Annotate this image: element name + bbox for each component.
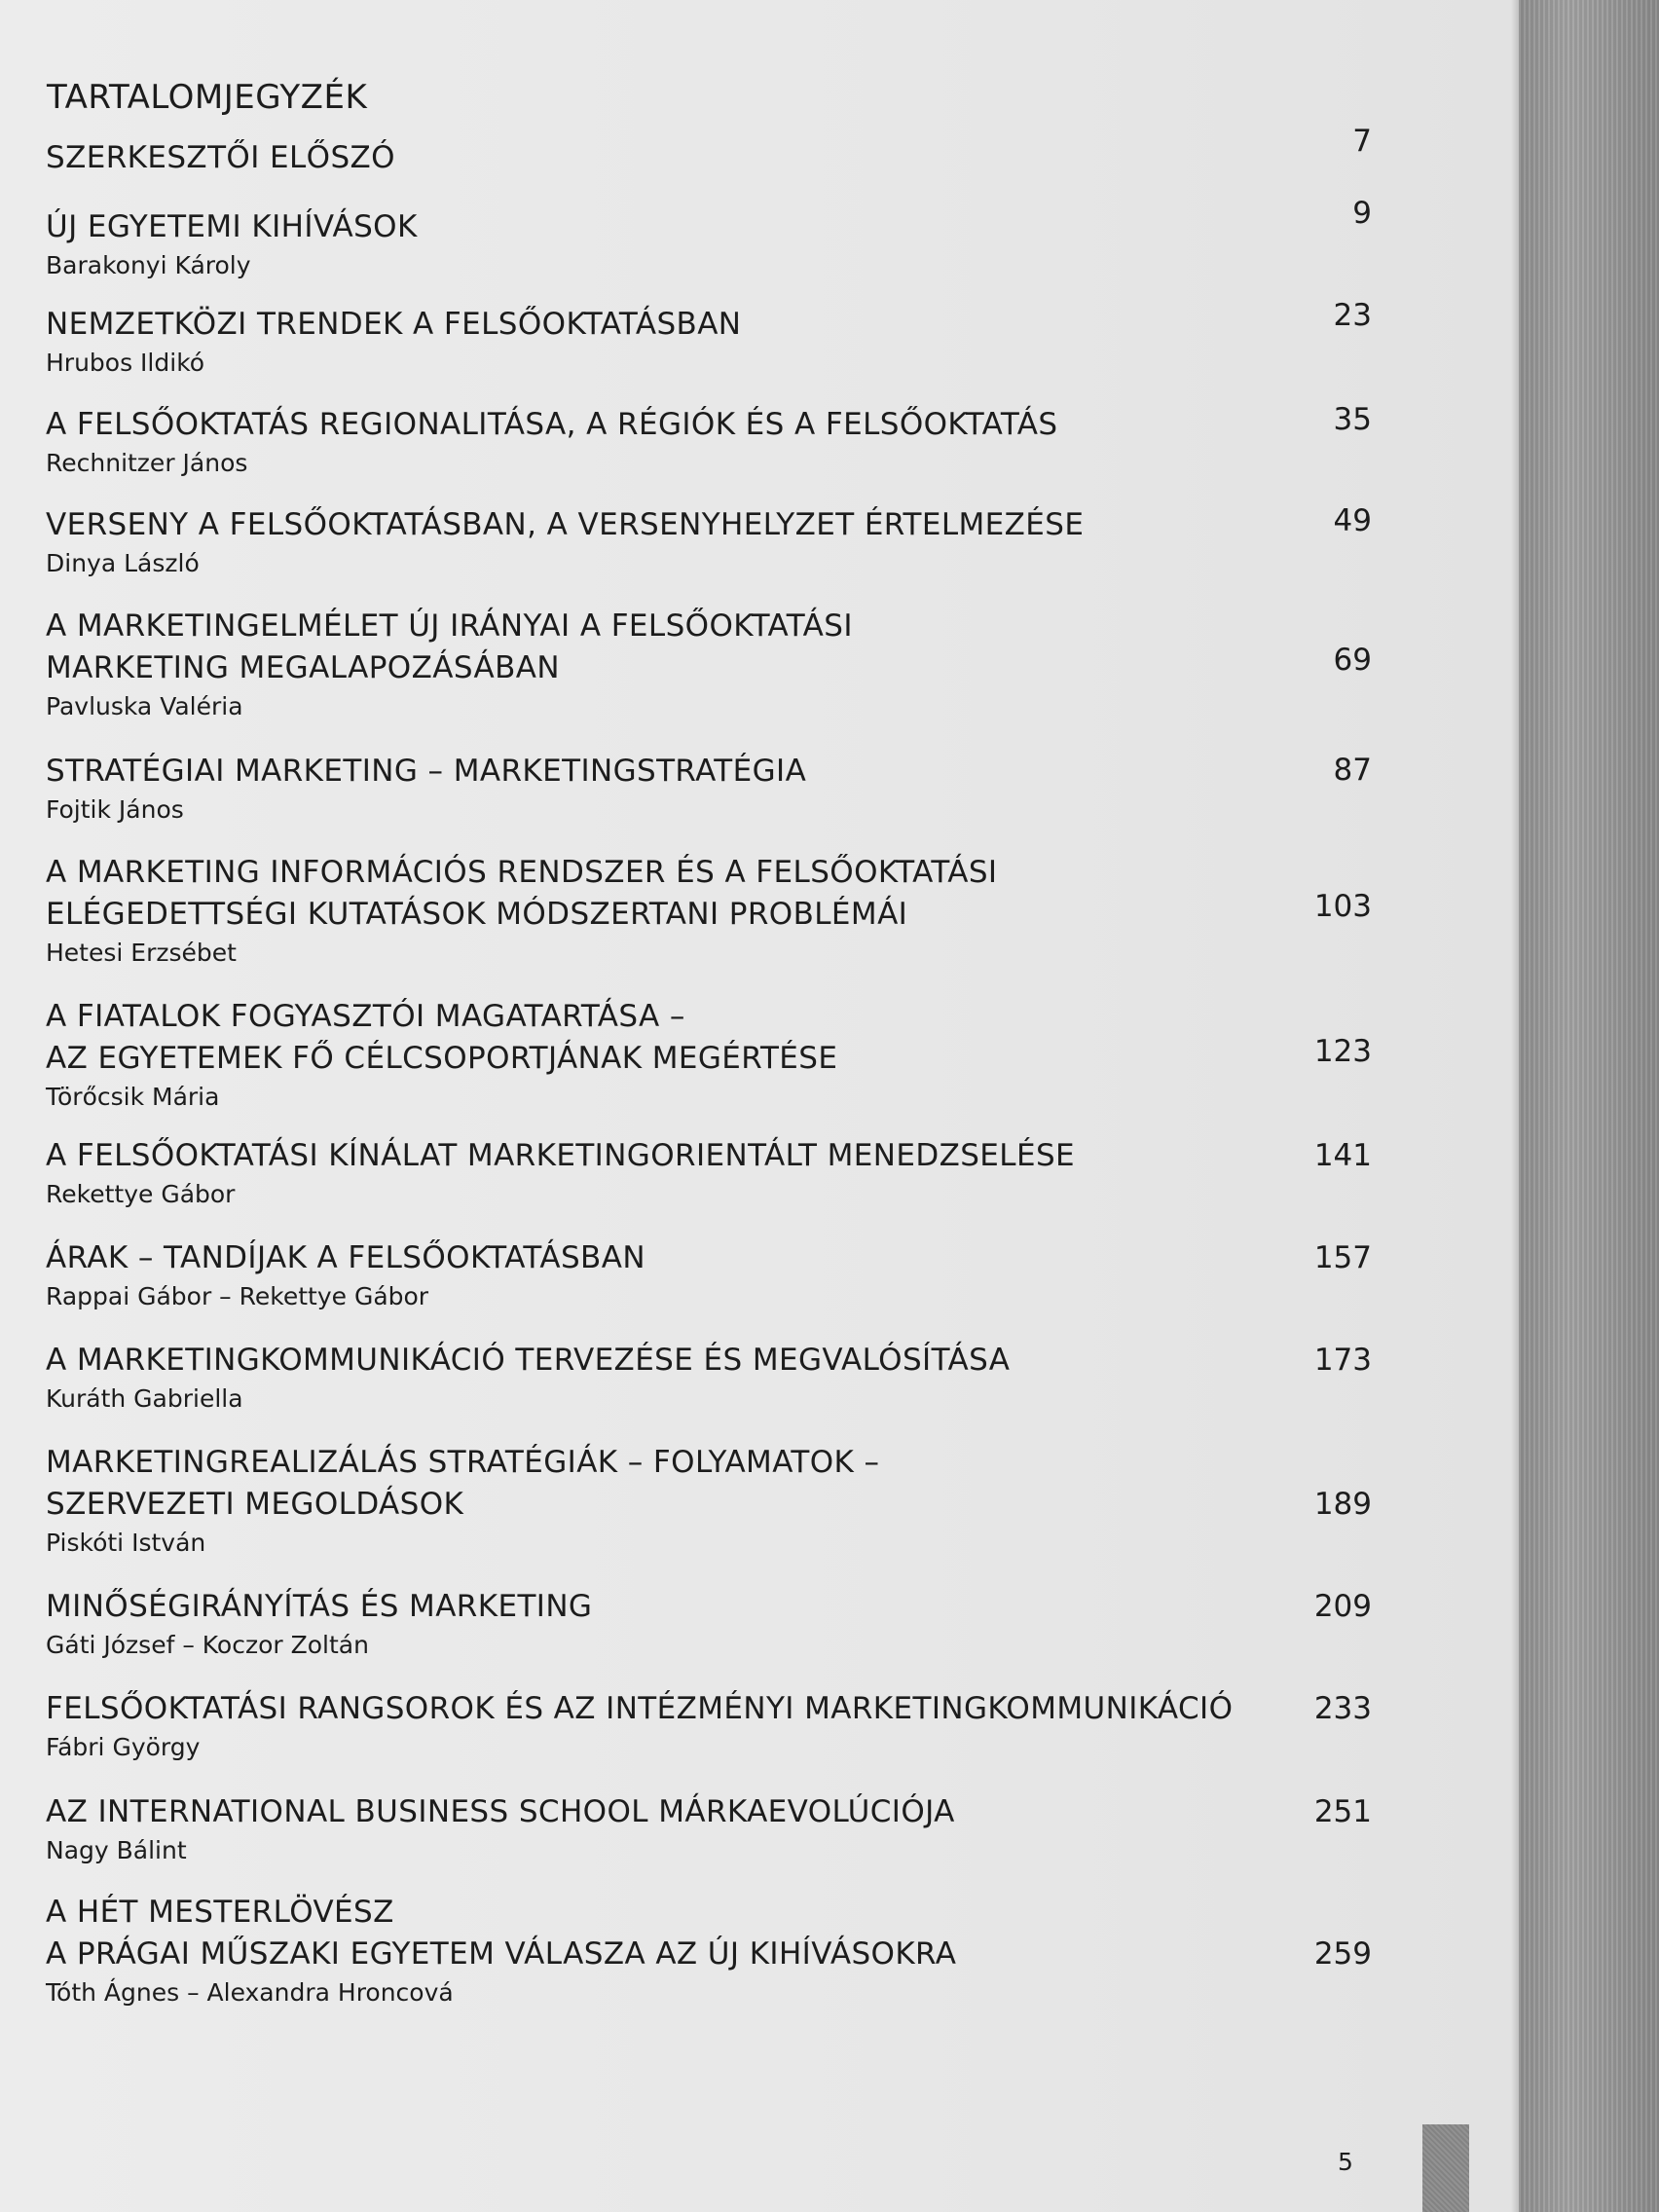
- page-number: 35: [1333, 402, 1372, 437]
- toc-entry: [46, 504, 1372, 579]
- toc-entry: [46, 404, 1372, 479]
- page-number: 259: [1313, 1936, 1372, 1972]
- page-number: 7: [1352, 124, 1372, 159]
- entry-title-line-1: MARKETINGREALIZÁLÁS STRATÉGIÁK – FOLYAMATOK –: [46, 1445, 880, 1480]
- page-folio-number: 5: [1338, 2148, 1353, 2176]
- entry-author: Rechnitzer János: [46, 449, 248, 477]
- toc-entry: [46, 1688, 1372, 1763]
- toc-entry: [46, 1237, 1372, 1312]
- toc-entry: [46, 1791, 1372, 1866]
- entry-title-line-2: AZ EGYETEMEK FŐ CÉLCSOPORTJÁNAK MEGÉRTÉSE: [46, 1041, 838, 1076]
- book-spine: [1519, 0, 1659, 2212]
- entry-author: Kuráth Gabriella: [46, 1384, 243, 1413]
- toc-entry-preface: [46, 124, 1372, 179]
- page-number: 157: [1313, 1240, 1372, 1275]
- page-number: 123: [1313, 1034, 1372, 1069]
- toc-title: TARTALOMJEGYZÉK: [47, 78, 368, 117]
- toc-entry: [46, 196, 1372, 281]
- entry-title: VERSENY A FELSŐOKTATÁSBAN, A VERSENYHELYZET ÉRTELMEZÉSE: [46, 507, 1085, 542]
- entry-author: Törőcsik Mária: [46, 1083, 220, 1111]
- page-number: 141: [1313, 1138, 1372, 1173]
- entry-title-line-1: A MARKETING INFORMÁCIÓS RENDSZER ÉS A FELSŐOKTATÁSI: [46, 855, 998, 890]
- entry-title-line-1: A MARKETINGELMÉLET ÚJ IRÁNYAI A FELSŐOKTATÁSI: [46, 608, 853, 644]
- page-number: 209: [1313, 1589, 1372, 1624]
- entry-title: A FELSŐOKTATÁSI KÍNÁLAT MARKETINGORIENTÁLT MENEDZSELÉSE: [46, 1138, 1076, 1173]
- entry-title-line-2: MARKETING MEGALAPOZÁSÁBAN: [46, 650, 560, 685]
- entry-title: STRATÉGIAI MARKETING – MARKETINGSTRATÉGIA: [46, 754, 807, 789]
- page-number: 49: [1333, 503, 1372, 538]
- entry-title-line-1: A HÉT MESTERLÖVÉSZ: [46, 1895, 394, 1930]
- toc-entry: [46, 298, 1372, 379]
- entry-title: ÚJ EGYETEMI KIHÍVÁSOK: [46, 209, 418, 244]
- entry-author: Gáti József – Koczor Zoltán: [46, 1631, 369, 1659]
- toc-entry: [46, 1586, 1372, 1661]
- entry-title: MINŐSÉGIRÁNYÍTÁS ÉS MARKETING: [46, 1589, 593, 1624]
- page-number: 9: [1352, 196, 1372, 231]
- entry-author: Rappai Gábor – Rekettye Gábor: [46, 1282, 429, 1310]
- page-number: 87: [1333, 753, 1372, 788]
- entry-author: Hetesi Erzsébet: [46, 939, 237, 967]
- entry-title-line-2: A PRÁGAI MŰSZAKI EGYETEM VÁLASZA AZ ÚJ KIHÍVÁSOKRA: [46, 1936, 957, 1972]
- toc-entry: [46, 1135, 1372, 1210]
- entry-author: Piskóti István: [46, 1529, 206, 1557]
- toc-entry: [46, 606, 1372, 722]
- entry-author: Rekettye Gábor: [46, 1180, 236, 1208]
- entry-author: Hrubos Ildikó: [46, 349, 205, 377]
- page-number: 173: [1313, 1343, 1372, 1378]
- entry-title-line-2: ELÉGEDETTSÉGI KUTATÁSOK MÓDSZERTANI PROBLÉMÁI: [46, 897, 908, 932]
- toc-entry: [46, 852, 1372, 969]
- section-tab-marker: [1422, 2124, 1469, 2212]
- toc-entry: [46, 1442, 1372, 1559]
- entry-author: Pavluska Valéria: [46, 692, 243, 720]
- entry-author: Nagy Bálint: [46, 1836, 187, 1864]
- entry-title: FELSŐOKTATÁSI RANGSOROK ÉS AZ INTÉZMÉNYI MARKETINGKOMMUNIKÁCIÓ: [46, 1691, 1234, 1726]
- toc-entry: [46, 1892, 1372, 2009]
- entry-title-line-1: A FIATALOK FOGYASZTÓI MAGATARTÁSA –: [46, 999, 685, 1034]
- entry-author: Fábri György: [46, 1733, 201, 1761]
- entry-title: ÁRAK – TANDÍJAK A FELSŐOKTATÁSBAN: [46, 1240, 645, 1275]
- entry-title: SZERKESZTŐI ELŐSZÓ: [46, 140, 395, 175]
- entry-title: AZ INTERNATIONAL BUSINESS SCHOOL MÁRKAEVOLÚCIÓJA: [46, 1794, 955, 1829]
- page-number: 23: [1333, 298, 1372, 333]
- entry-title: A FELSŐOKTATÁS REGIONALITÁSA, A RÉGIÓK ÉS A FELSŐOKTATÁS: [46, 407, 1058, 442]
- toc-entry: [46, 1340, 1372, 1415]
- page-number: 233: [1313, 1691, 1372, 1726]
- entry-author: Barakonyi Károly: [46, 251, 251, 279]
- toc-entry: [46, 996, 1372, 1113]
- page-number: 103: [1313, 889, 1372, 924]
- toc-entry: [46, 751, 1372, 826]
- page-number: 189: [1313, 1487, 1372, 1522]
- entry-title-line-2: SZERVEZETI MEGOLDÁSOK: [46, 1487, 464, 1522]
- entry-author: Fojtik János: [46, 795, 184, 824]
- entry-author: Tóth Ágnes – Alexandra Hroncová: [46, 1978, 454, 2007]
- entry-author: Dinya László: [46, 549, 200, 577]
- entry-title: A MARKETINGKOMMUNIKÁCIÓ TERVEZÉSE ÉS MEGVALÓSÍTÁSA: [46, 1343, 1011, 1378]
- entry-title: NEMZETKÖZI TRENDEK A FELSŐOKTATÁSBAN: [46, 307, 742, 342]
- page-number: 251: [1313, 1794, 1372, 1829]
- page-number: 69: [1333, 643, 1372, 678]
